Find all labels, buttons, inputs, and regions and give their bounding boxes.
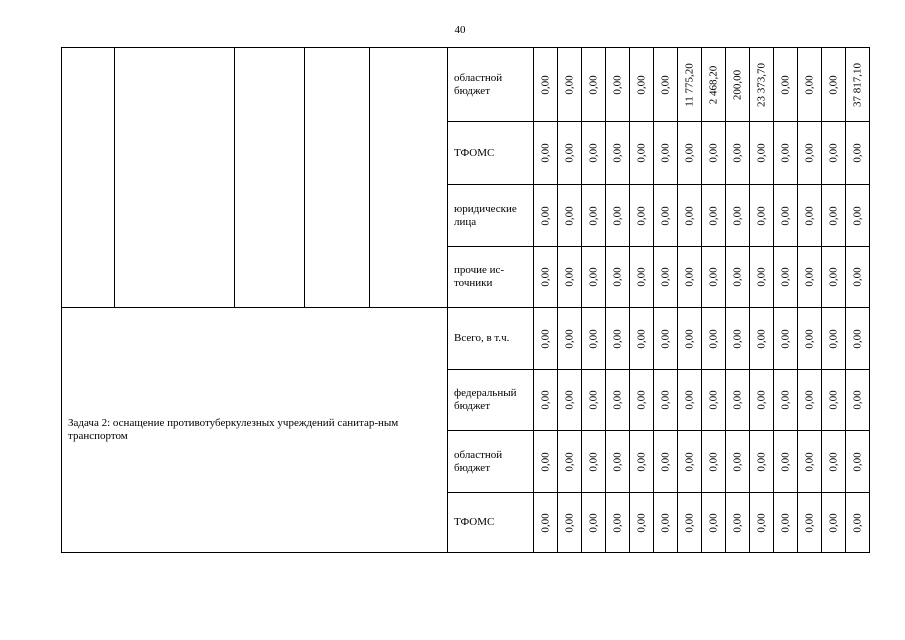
value-cell [846,48,870,122]
value-text: 0,00 [635,451,647,472]
value-text: 0,00 [539,143,551,163]
empty-merged-cell [62,48,115,308]
value-cell [726,185,750,247]
value-text: 0,00 [779,328,791,349]
value-text: 200,00 [731,69,743,100]
value-cell [702,370,726,431]
value-text: 0,00 [611,328,623,349]
value-text: 0,00 [659,267,671,287]
value-text: 0,00 [851,512,863,533]
value-cell [798,370,822,431]
value-text: 0,00 [707,390,719,410]
value-text: 0,00 [659,390,671,410]
value-text: 0,00 [611,267,623,287]
value-text: 0,00 [851,205,863,226]
value-text: 0,00 [611,390,623,410]
value-cell [558,122,582,185]
value-text: 0,00 [707,205,719,226]
value-cell [606,431,630,493]
value-text: 0,00 [755,328,767,349]
value-cell [750,247,774,308]
value-cell [750,493,774,553]
value-cell [822,431,846,493]
value-text: 23 373,70 [755,62,767,107]
value-cell [630,247,654,308]
value-cell [822,122,846,185]
value-text: 0,00 [827,267,839,287]
value-cell [534,122,558,185]
value-text: 0,00 [539,328,551,349]
funding-source-label: прочие ис-точники [448,247,534,308]
funding-source-label: федеральный бюджет [448,370,534,431]
value-text: 0,00 [635,143,647,163]
value-cell [678,185,702,247]
value-text: 0,00 [731,512,743,533]
value-text: 0,00 [563,143,575,163]
value-cell [750,308,774,370]
value-cell [774,247,798,308]
value-text: 0,00 [587,512,599,533]
value-cell [654,247,678,308]
value-cell [582,370,606,431]
value-text: 0,00 [563,267,575,287]
value-text: 0,00 [683,205,695,226]
value-text: 0,00 [587,205,599,226]
value-cell [798,185,822,247]
value-text: 37 817,10 [851,62,863,107]
value-text: 0,00 [827,74,839,95]
value-text: 0,00 [827,328,839,349]
value-text: 0,00 [755,451,767,472]
value-cell [582,431,606,493]
value-text: 0,00 [683,512,695,533]
value-cell [654,308,678,370]
value-text: 0,00 [587,74,599,95]
value-text: 0,00 [755,267,767,287]
value-cell [702,185,726,247]
table-row [62,308,870,370]
value-text: 0,00 [851,328,863,349]
value-cell [654,493,678,553]
value-text: 0,00 [803,451,815,472]
value-text: 0,00 [731,451,743,472]
funding-source-label: областной бюджет [448,48,534,122]
funding-source-label: ТФОМС [448,493,534,553]
value-cell [558,48,582,122]
value-text: 0,00 [827,390,839,410]
value-cell [654,48,678,122]
funding-table [61,47,870,553]
value-cell [558,370,582,431]
value-cell [774,308,798,370]
value-cell [798,122,822,185]
empty-merged-cell [370,48,448,308]
value-text: 0,00 [587,451,599,472]
value-text: 0,00 [851,267,863,287]
value-text: 0,00 [827,512,839,533]
value-cell [558,493,582,553]
value-text: 0,00 [731,267,743,287]
value-cell [606,48,630,122]
value-cell [822,48,846,122]
value-text: 0,00 [803,267,815,287]
value-text: 0,00 [779,267,791,287]
value-text: 0,00 [563,512,575,533]
value-cell [534,247,558,308]
value-text: 0,00 [707,143,719,163]
value-text: 0,00 [827,205,839,226]
value-cell [846,185,870,247]
value-cell [606,370,630,431]
value-text: 0,00 [539,512,551,533]
value-text: 0,00 [635,390,647,410]
value-cell [630,185,654,247]
value-cell [774,122,798,185]
value-text: 0,00 [731,390,743,410]
page-number: 40 [454,24,466,36]
value-text: 0,00 [755,512,767,533]
value-cell [678,247,702,308]
value-cell [678,431,702,493]
value-text: 0,00 [635,328,647,349]
value-text: 0,00 [707,328,719,349]
value-text: 0,00 [755,143,767,163]
value-cell [678,308,702,370]
value-cell [630,493,654,553]
funding-source-label: Всего, в т.ч. [448,308,534,370]
value-text: 0,00 [731,328,743,349]
value-cell [606,122,630,185]
value-text: 0,00 [683,328,695,349]
funding-source-label: областной бюджет [448,431,534,493]
value-text: 0,00 [755,205,767,226]
value-cell [726,493,750,553]
value-text: 0,00 [851,390,863,410]
value-text: 0,00 [851,451,863,472]
value-cell [750,122,774,185]
empty-merged-cell [305,48,370,308]
value-text: 0,00 [803,390,815,410]
value-cell [582,247,606,308]
value-cell [750,48,774,122]
value-text: 0,00 [803,143,815,163]
value-cell [558,308,582,370]
value-cell [702,48,726,122]
value-cell [726,431,750,493]
value-cell [726,247,750,308]
value-cell [654,370,678,431]
value-text: 0,00 [827,451,839,472]
value-cell [726,122,750,185]
value-cell [534,48,558,122]
value-cell [678,493,702,553]
value-cell [606,308,630,370]
value-cell [798,48,822,122]
value-cell [822,185,846,247]
value-cell [630,431,654,493]
value-cell [582,122,606,185]
value-cell [582,493,606,553]
value-cell [798,431,822,493]
value-cell [846,370,870,431]
value-cell [678,122,702,185]
value-text: 0,00 [803,512,815,533]
value-text: 0,00 [803,205,815,226]
value-cell [726,370,750,431]
value-text: 0,00 [611,205,623,226]
value-cell [630,122,654,185]
value-text: 0,00 [779,451,791,472]
value-text: 0,00 [707,451,719,472]
value-cell [774,185,798,247]
value-cell [774,48,798,122]
value-cell [534,431,558,493]
value-cell [726,48,750,122]
value-text: 0,00 [587,143,599,163]
value-cell [798,308,822,370]
value-text: 0,00 [539,74,551,95]
empty-merged-cell [235,48,305,308]
value-text: 0,00 [587,267,599,287]
value-text: 0,00 [659,328,671,349]
value-text: 0,00 [731,143,743,163]
value-cell [702,308,726,370]
value-cell [846,308,870,370]
value-text: 0,00 [611,74,623,95]
value-text: 0,00 [827,143,839,163]
value-cell [654,431,678,493]
value-text: 0,00 [707,267,719,287]
value-text: 0,00 [563,328,575,349]
value-cell [534,185,558,247]
value-cell [750,431,774,493]
funding-source-label: ТФОМС [448,122,534,185]
value-cell [822,247,846,308]
value-cell [750,370,774,431]
value-cell [534,370,558,431]
value-text: 0,00 [683,390,695,410]
value-text: 0,00 [779,512,791,533]
value-cell [822,308,846,370]
value-text: 0,00 [707,512,719,533]
value-text: 0,00 [731,205,743,226]
value-text: 0,00 [659,143,671,163]
value-cell [558,247,582,308]
value-cell [798,247,822,308]
value-cell [726,308,750,370]
value-text: 0,00 [659,451,671,472]
value-text: 0,00 [611,143,623,163]
value-text: 0,00 [539,451,551,472]
value-text: 0,00 [779,390,791,410]
value-cell [702,493,726,553]
value-text: 0,00 [611,512,623,533]
value-cell [582,308,606,370]
value-cell [846,247,870,308]
value-text: 0,00 [755,390,767,410]
value-text: 0,00 [683,143,695,163]
value-cell [630,308,654,370]
value-cell [534,493,558,553]
value-cell [582,185,606,247]
value-cell [630,370,654,431]
value-cell [822,493,846,553]
value-cell [606,247,630,308]
funding-source-label: юридические лица [448,185,534,247]
value-text: 0,00 [563,390,575,410]
value-text: 0,00 [659,205,671,226]
value-text: 0,00 [563,205,575,226]
value-text: 0,00 [851,143,863,163]
value-text: 0,00 [587,328,599,349]
value-cell [558,185,582,247]
value-cell [846,122,870,185]
value-text: 0,00 [563,451,575,472]
value-text: 0,00 [659,74,671,95]
value-cell [606,185,630,247]
task-label: Задача 2: оснащение противотуберкулезных учреждений санитар-ным транспортом [62,308,448,553]
value-cell [630,48,654,122]
value-text: 0,00 [635,512,647,533]
value-cell [558,431,582,493]
value-text: 0,00 [635,74,647,95]
value-text: 0,00 [779,74,791,95]
value-text: 0,00 [683,267,695,287]
value-text: 0,00 [563,74,575,95]
value-text: 0,00 [683,451,695,472]
value-cell [846,493,870,553]
value-text: 0,00 [803,74,815,95]
value-text: 0,00 [587,390,599,410]
empty-merged-cell [115,48,235,308]
table-row [62,48,870,122]
value-text: 0,00 [635,267,647,287]
value-text: 0,00 [611,451,623,472]
value-text: 11 775,20 [683,62,695,107]
value-cell [774,431,798,493]
value-text: 0,00 [779,205,791,226]
value-cell [654,185,678,247]
value-cell [702,247,726,308]
value-cell [822,370,846,431]
value-cell [678,370,702,431]
value-text: 0,00 [803,328,815,349]
value-cell [798,493,822,553]
value-cell [654,122,678,185]
value-cell [582,48,606,122]
value-cell [774,493,798,553]
value-text: 2 468,20 [707,65,719,104]
value-cell [678,48,702,122]
value-cell [534,308,558,370]
value-text: 0,00 [659,512,671,533]
value-cell [846,431,870,493]
value-text: 0,00 [539,205,551,226]
value-cell [702,122,726,185]
value-cell [702,431,726,493]
value-text: 0,00 [539,267,551,287]
value-cell [750,185,774,247]
value-cell [774,370,798,431]
value-cell [606,493,630,553]
value-text: 0,00 [539,390,551,410]
value-text: 0,00 [635,205,647,226]
value-text: 0,00 [779,143,791,163]
